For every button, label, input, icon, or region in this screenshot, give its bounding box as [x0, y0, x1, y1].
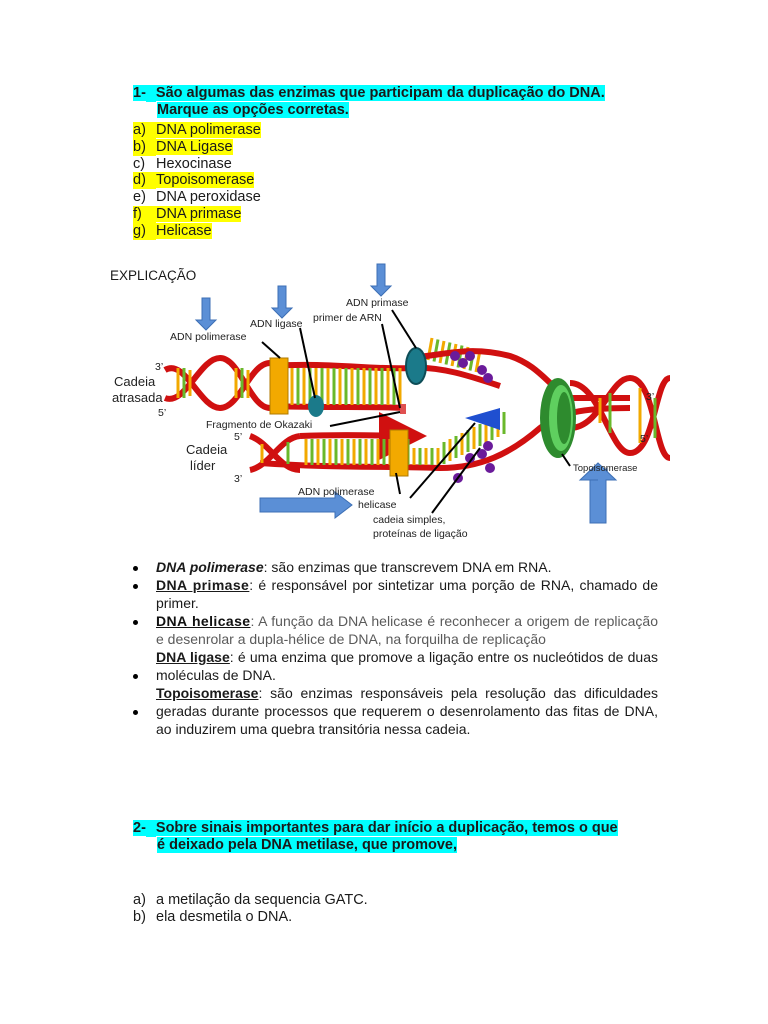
label-adn-ligase: ADN ligase: [250, 318, 303, 330]
option-c: c) Hexocinase: [133, 155, 232, 172]
question-2-line1: Sobre sinais importantes para dar início a duplicação, temos o que: [155, 820, 618, 836]
label-adn-polimerase-top: ADN polimerase: [170, 331, 247, 343]
polymerase-box-bottom: [390, 430, 408, 476]
dna-replication-diagram: [110, 258, 670, 548]
label-proteinas-ligacao: proteínas de ligação: [373, 528, 468, 540]
parental-dna-helix: [570, 378, 670, 458]
label-5prime-left: 5’: [158, 407, 167, 419]
base-pair: [434, 340, 438, 362]
lagging-strand-helix: [165, 358, 270, 408]
label-helicase: helicase: [358, 499, 397, 511]
label-cadeia-atrasada-2: atrasada: [112, 390, 163, 405]
label-adn-primase: ADN primase: [346, 297, 409, 309]
label-fragmento-okazaki: Fragmento de Okazaki: [206, 419, 313, 431]
label-3prime-right: 3’: [646, 391, 655, 403]
bullet-list: [133, 558, 658, 738]
label-3prime-leading: 3’: [234, 473, 243, 485]
q2-option-b: b) ela desmetila o DNA.: [133, 908, 293, 925]
option-b: b) DNA Ligase: [133, 138, 233, 155]
q2-option-a: a) a metilação da sequencia GATC.: [133, 892, 368, 908]
label-adn-polimerase-bottom: ADN polimerase: [298, 486, 375, 498]
label-cadeia-lider-2: líder: [190, 458, 216, 473]
option-f: f) DNA primase: [133, 205, 242, 222]
single-strand-top: [410, 351, 630, 398]
question-1-options: [133, 122, 261, 240]
label-cadeia-simples: cadeia simples,: [373, 514, 446, 526]
label-cadeia-atrasada-1: Cadeia: [114, 374, 156, 389]
question-1-line1: São algumas das enzimas que participam da duplicação do DNA.: [155, 85, 605, 101]
option-d: d) Topoisomerase: [133, 172, 255, 189]
question-1-title: [133, 85, 605, 119]
ligase-shape: [308, 395, 324, 417]
option-g: g) Helicase: [133, 222, 212, 239]
bullet-topoisomerase: Topoisomerase: são enzimas responsáveis pela resolução das dificuldades geradas durante processos que requerem o desenrolamento das fitas de DNA, ao induzirem uma quebra transitória nessa cadeia.: [156, 685, 658, 737]
bullet-primase: DNA primase: é responsável por sintetizar uma porção de RNA, chamado de primer.: [156, 577, 658, 611]
question-1-line2: Marque as opções corretas.: [157, 102, 349, 118]
bullet-helicase: DNA helicase: A função da DNA helicase é reconhecer a origem de replicação e desenrolar a dupla-hélice de DNA, na forquilha de replicação: [156, 613, 658, 647]
label-5prime-right: 5’: [640, 433, 649, 445]
question-2-title: [133, 820, 618, 854]
label-topoisomerase: Topoisomerase: [573, 463, 638, 474]
question-2-number: 2-: [133, 820, 146, 836]
label-primer-arn: primer de ARN: [313, 312, 382, 324]
question-2-options: [133, 892, 368, 926]
helicase-shape: [465, 408, 500, 430]
question-2-line2: é deixado pela DNA metilase, que promove,: [157, 837, 458, 853]
question-1-number: 1-: [133, 85, 146, 101]
option-a: a) DNA polimerase: [133, 122, 261, 138]
label-cadeia-lider-1: Cadeia: [186, 442, 228, 457]
bullet-ligase: DNA ligase: é uma enzima que promove a ligação entre os nucleótidos de duas moléculas de DNA.: [156, 649, 658, 683]
explanation-label: EXPLICAÇÃO: [110, 268, 197, 283]
polymerase-box-top: [270, 358, 288, 414]
label-3prime-top-left: 3’: [155, 361, 164, 373]
option-e: e) DNA peroxidase: [133, 189, 261, 206]
topoisomerase-shape: [540, 378, 576, 458]
bullet-polimerase: DNA polimerase: são enzimas que transcrevem DNA em RNA.: [156, 559, 552, 575]
primase-shape: [406, 348, 426, 384]
label-5prime-leading: 5’: [234, 431, 243, 443]
